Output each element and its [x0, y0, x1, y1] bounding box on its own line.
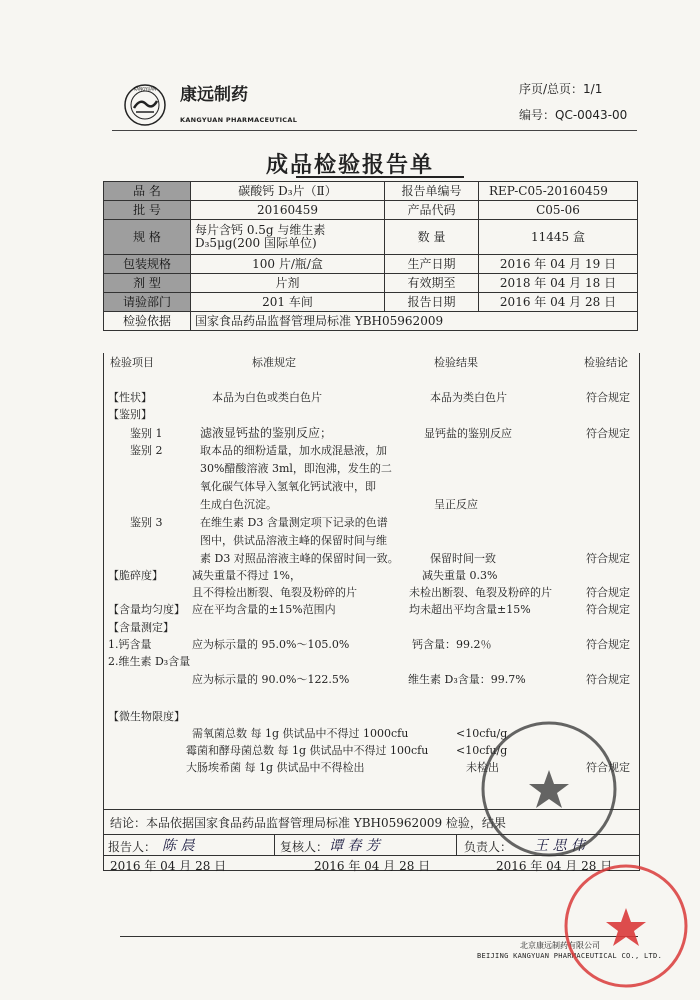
reviewer-date: 2016 年 04 月 28 日	[314, 859, 431, 873]
expiry-value: 2018 年 04 月 18 日	[479, 274, 638, 293]
basis-value: 国家食品药品监督管理局标准 YBH05962009	[191, 312, 638, 331]
friability-label: 【脆碎度】	[108, 569, 163, 582]
ident1-label: 鉴别 1	[130, 427, 163, 440]
appearance-conclusion: 符合规定	[586, 391, 630, 404]
divider	[274, 835, 275, 855]
calcium-result: 钙含量：99.2％	[412, 638, 492, 651]
ident2-standard-line2: 30%醋酸溶液 3ml，即泡沸，发生的二	[200, 462, 392, 475]
report-date-label: 报告日期	[385, 293, 479, 312]
ident1-result: 显钙盐的鉴别反应	[424, 427, 512, 440]
calcium-label: 1.钙含量	[108, 638, 152, 651]
vitamin-d-label: 2.维生素 D₃含量	[108, 655, 191, 668]
report-no-label: 报告单编号	[385, 182, 479, 201]
content-uniformity-result: 均未超出平均含量±15%	[409, 603, 531, 616]
microbial-label: 【微生物限度】	[108, 710, 185, 723]
official-seal-icon	[478, 718, 620, 860]
ident2-result: 呈正反应	[434, 498, 478, 511]
report-date-value: 2016 年 04 月 28 日	[479, 293, 638, 312]
col-header-conclusion: 检验结论	[584, 356, 628, 369]
document-number: 编号：QC-0043-00	[519, 108, 628, 122]
red-seal-icon	[562, 862, 690, 990]
mfg-date-label: 生产日期	[385, 255, 479, 274]
ident3-standard-line2: 图中，供试品溶液主峰的保留时间与维	[200, 534, 387, 547]
ident2-standard-line4: 生成白色沉淀。	[200, 498, 277, 511]
spec-value: 每片含钙 0.5g 与维生素 D₃5μg(200 国际单位)	[191, 220, 385, 255]
ident3-standard-line3: 素 D3 对照品溶液主峰的保留时间一致。	[200, 552, 399, 565]
content-uniformity-standard: 应在平均含量的±15%范围内	[192, 603, 336, 616]
conclusion-text: 结论：本品依据国家食品药品监督管理局标准 YBH05962009 检验，结果	[110, 816, 506, 830]
product-code-label: 产品代码	[385, 201, 479, 220]
assay-label: 【含量测定】	[108, 621, 174, 634]
company-name-en: BEIJING KANGYUAN PHARMACEUTICAL CO., LTD.	[477, 952, 663, 960]
page-number: 序页/总页：1/1	[519, 82, 603, 96]
ident3-result: 保留时间一致	[430, 552, 496, 565]
product-name-label: 品 名	[104, 182, 191, 201]
company-logo-icon	[124, 84, 166, 126]
package-label: 包装规格	[104, 255, 191, 274]
reporter-label: 报告人：	[108, 840, 157, 854]
mold-standard: 霉菌和酵母菌总数 每 1g 供试品中不得过 100cfu	[186, 744, 429, 757]
dosage-form-value: 片剂	[191, 274, 385, 293]
vitamin-d-standard: 应为标示量的 90.0%～122.5%	[192, 673, 350, 686]
col-header-result: 检验结果	[434, 356, 478, 369]
table-row	[104, 274, 638, 293]
ident3-conclusion: 符合规定	[586, 552, 630, 565]
reporter-signature: 陈 晨	[162, 838, 195, 854]
ident2-standard-line1: 取本品的细粉适量，加水成混悬液，加	[200, 444, 387, 457]
quantity-label: 数 量	[385, 220, 479, 255]
calcium-conclusion: 符合规定	[586, 638, 630, 651]
page-title: 成品检验报告单	[265, 153, 434, 178]
dosage-form-label: 剂 型	[104, 274, 191, 293]
vitamin-d-result: 维生素 D₃含量：99.7%	[408, 673, 526, 686]
ident1-conclusion: 符合规定	[586, 427, 630, 440]
aerobic-result: <10cfu/g	[456, 727, 508, 740]
ecoli-conclusion: 符合规定	[586, 761, 630, 774]
reviewer-signature: 谭 春 芳	[329, 838, 380, 854]
mfg-date-value: 2016 年 04 月 19 日	[479, 255, 638, 274]
friability-result-line2: 未检出断裂、龟裂及粉碎的片	[409, 586, 552, 599]
owner-label: 负责人：	[464, 840, 513, 854]
ident3-standard-line1: 在维生素 D3 含量测定项下记录的色谱	[200, 516, 388, 529]
batch-label: 批 号	[104, 201, 191, 220]
spec-label: 规 格	[104, 220, 191, 255]
product-info-table	[103, 181, 638, 331]
table-row	[104, 201, 638, 220]
batch-value: 20160459	[191, 201, 385, 220]
ecoli-standard: 大肠埃希菌 每 1g 供试品中不得检出	[186, 761, 365, 774]
product-code-value: C05-06	[479, 201, 638, 220]
col-header-item: 检验项目	[110, 356, 154, 369]
package-value: 100 片/瓶/盒	[191, 255, 385, 274]
owner-signature: 王 思 伟	[534, 838, 585, 854]
table-row	[104, 255, 638, 274]
title-underline	[296, 176, 464, 178]
product-name-value: 碳酸钙 D₃片（Ⅱ）	[191, 182, 385, 201]
ecoli-result: 未检出	[466, 761, 499, 774]
header-rule	[112, 130, 637, 131]
table-row	[104, 182, 638, 201]
friability-standard-line1: 减失重量不得过 1%，	[192, 569, 301, 582]
table-row	[104, 220, 638, 255]
table-row	[104, 312, 638, 331]
company-name-cn: 北京康远制药有限公司	[520, 941, 600, 950]
brand-name: 康远制药	[180, 85, 248, 105]
ident2-label: 鉴别 2	[130, 444, 163, 457]
identification-label: 【鉴别】	[108, 408, 152, 421]
divider	[456, 835, 457, 855]
appearance-standard: 本品为白色或类白色片	[212, 391, 322, 404]
reporter-date: 2016 年 04 月 28 日	[110, 859, 227, 873]
quantity-value: 11445 盒	[479, 220, 638, 255]
aerobic-standard: 需氧菌总数 每 1g 供试品中不得过 1000cfu	[192, 727, 409, 740]
report-no-value: REP-C05-20160459	[479, 182, 638, 201]
dept-value: 201 车间	[191, 293, 385, 312]
owner-date: 2016 年 04 月 28 日	[496, 859, 613, 873]
calcium-standard: 应为标示量的 95.0%～105.0%	[192, 638, 350, 651]
footer-rule	[120, 936, 638, 937]
content-uniformity-label: 【含量均匀度】	[108, 603, 185, 616]
appearance-label: 【性状】	[108, 391, 152, 404]
svg-text:KANGYUAN: KANGYUAN	[133, 86, 157, 92]
mold-result: <10cfu/g	[456, 744, 508, 757]
dept-label: 请验部门	[104, 293, 191, 312]
brand-english: KANGYUAN PHARMACEUTICAL	[180, 116, 298, 124]
friability-standard-line2: 且不得检出断裂、龟裂及粉碎的片	[192, 586, 357, 599]
reviewer-label: 复核人：	[280, 840, 329, 854]
col-header-standard: 标准规定	[252, 356, 296, 369]
table-row	[104, 293, 638, 312]
expiry-label: 有效期至	[385, 274, 479, 293]
ident1-standard: 滤液显钙盐的鉴别反应；	[200, 426, 333, 440]
ident2-standard-line3: 氧化碳气体导入氢氧化钙试液中，即	[200, 480, 376, 493]
appearance-result: 本品为类白色片	[430, 391, 507, 404]
friability-result-line1: 减失重量 0.3%	[422, 569, 498, 582]
basis-label: 检验依据	[104, 312, 191, 331]
content-uniformity-conclusion: 符合规定	[586, 603, 630, 616]
ident3-label: 鉴别 3	[130, 516, 163, 529]
friability-conclusion: 符合规定	[586, 586, 630, 599]
vitamin-d-conclusion: 符合规定	[586, 673, 630, 686]
